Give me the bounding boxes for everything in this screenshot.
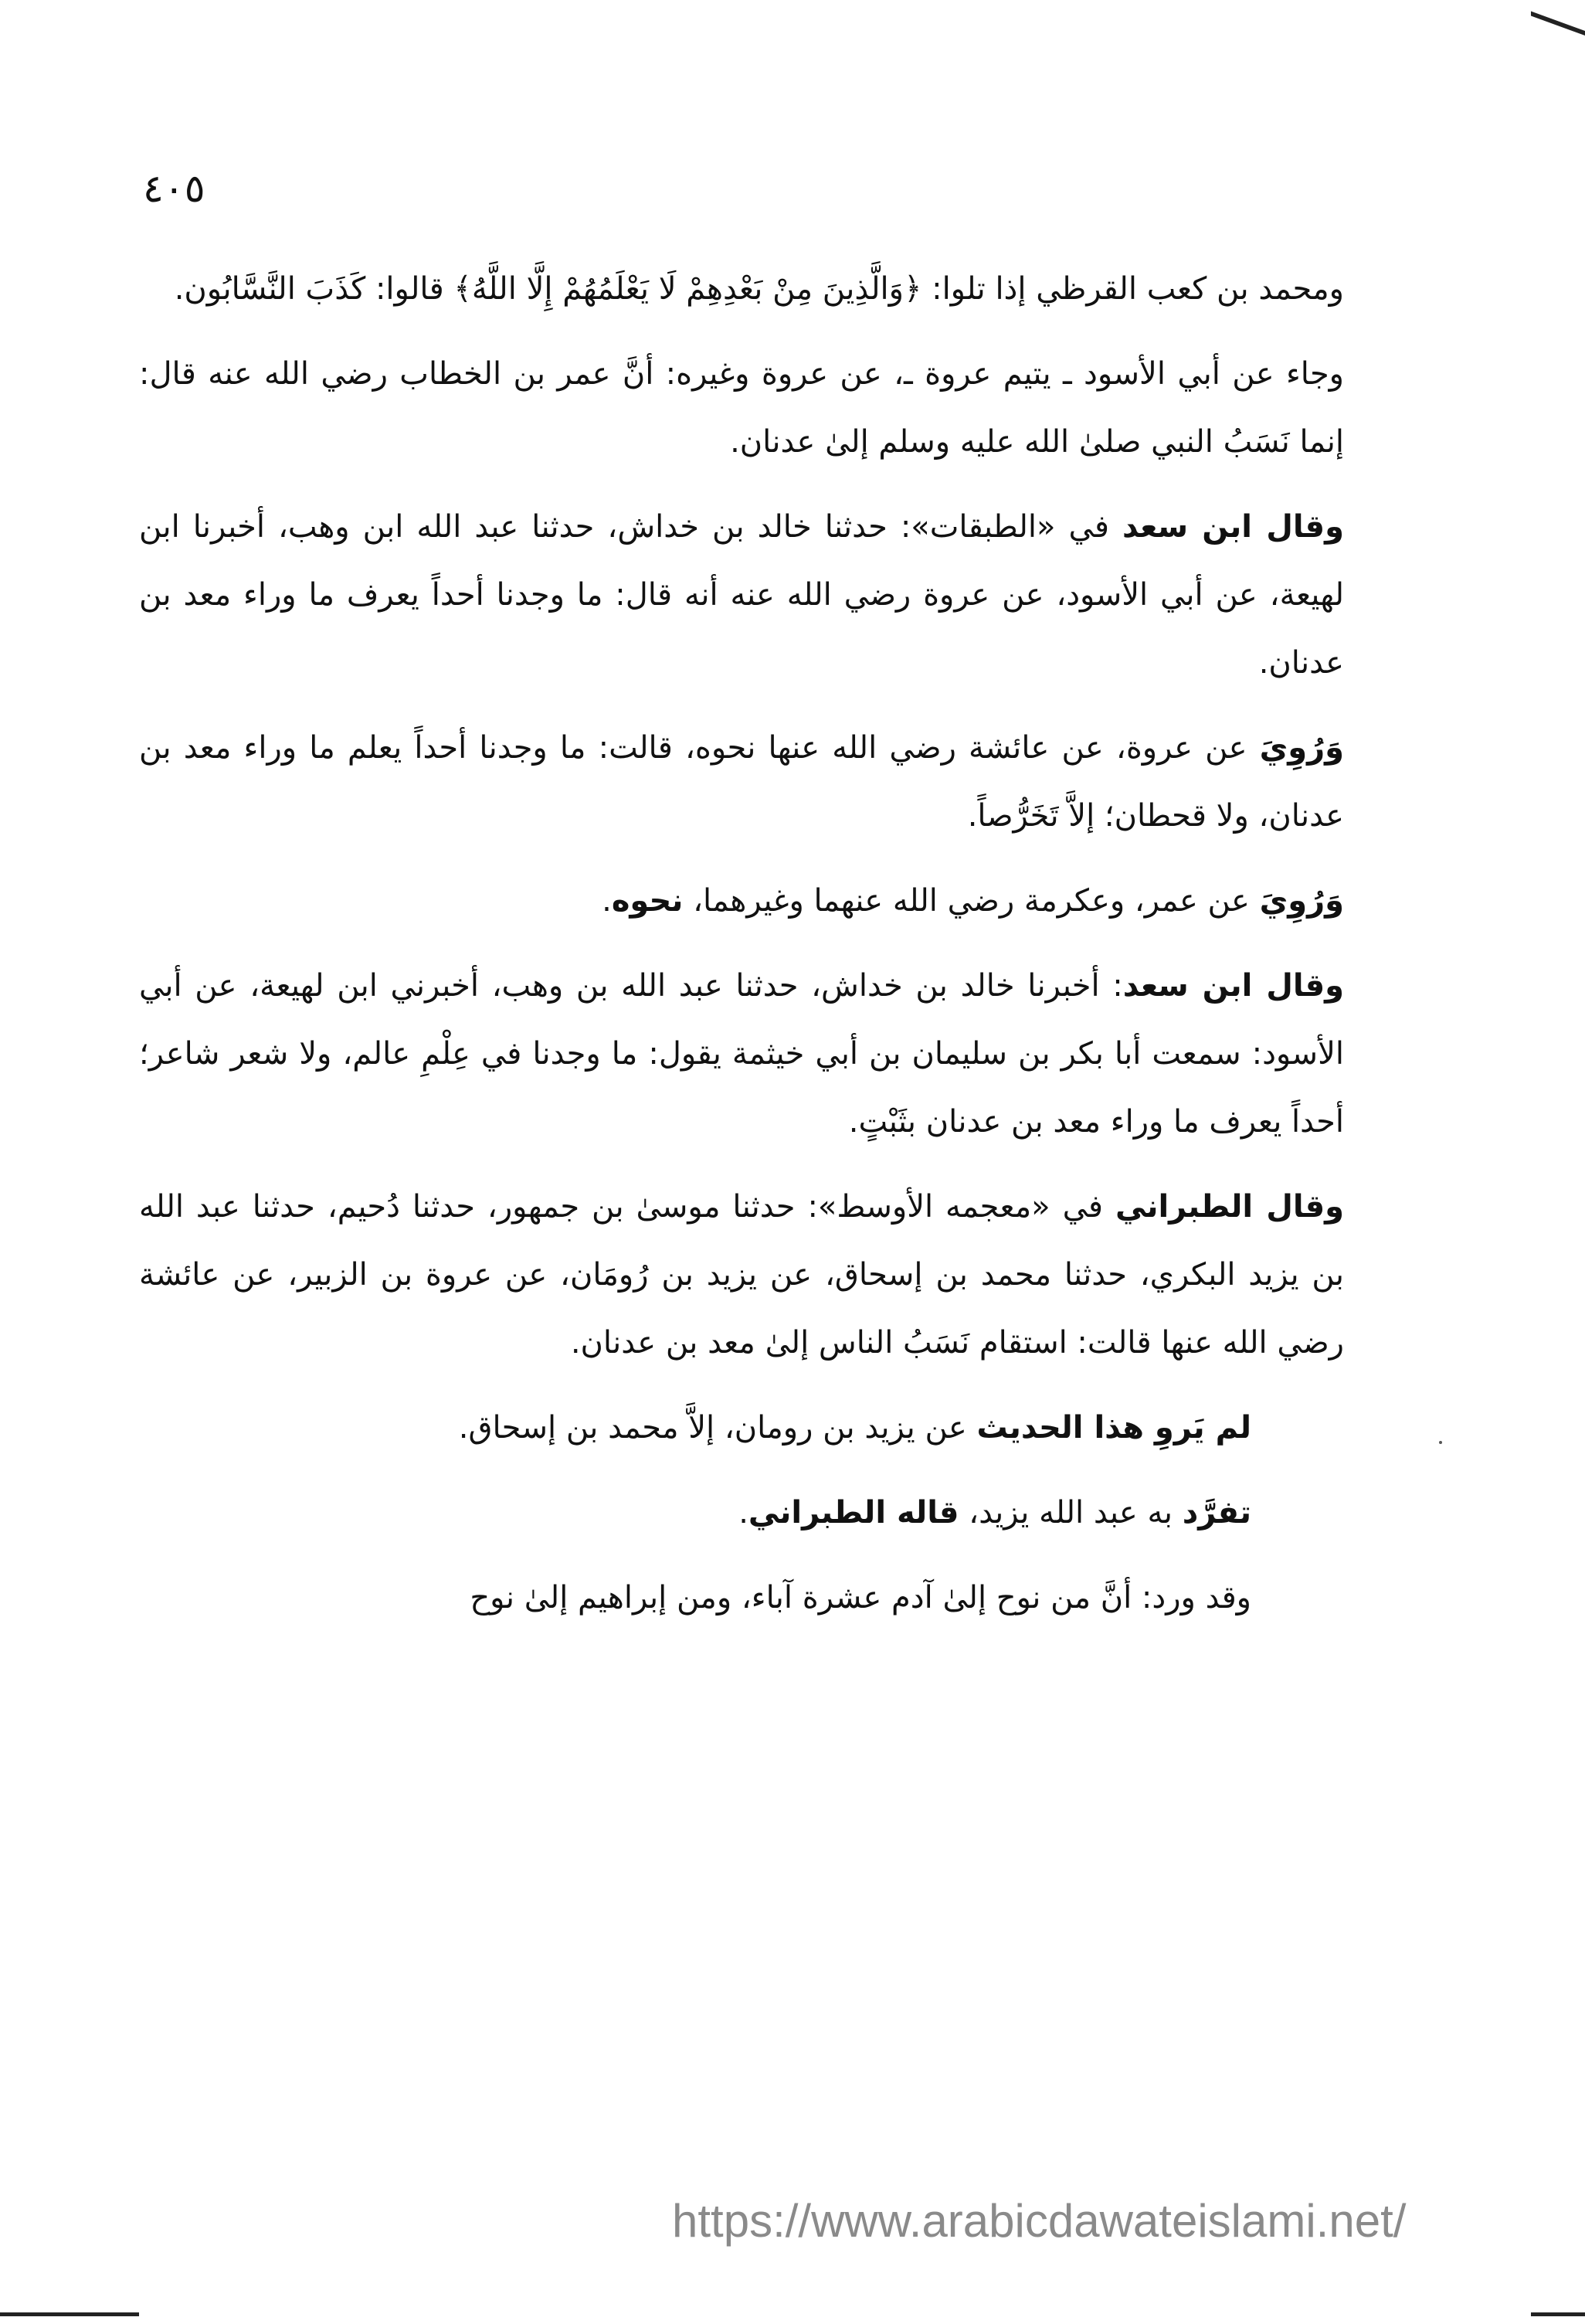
paragraph: [139, 714, 1344, 850]
text-segment: في «الطبقات»: حدثنا خالد بن خداش، حدثنا عبد الله ابن وهب، أخبرنا ابن لهيعة، عن أبي الأسود، عن عروة رضي الله عنه أنه قال: ما وجدنا أحداً يعرف ما وراء معد بن عدنان.: [139, 509, 1344, 681]
bold-text-segment: وقال ابن سعد: [1122, 509, 1344, 545]
paragraph: [139, 255, 1344, 323]
text-segment: .: [602, 883, 612, 919]
scan-edge-mark: [1531, 2312, 1585, 2316]
paragraph: [139, 1564, 1251, 1632]
paragraph: [139, 1394, 1251, 1462]
text-segment: وجاء عن أبي الأسود ـ يتيم عروة ـ، عن عروة وغيره: أنَّ عمر بن الخطاب رضي الله عنه قال: إنما نَسَبُ النبي صلىٰ الله عليه وسلم إلىٰ عدنان.: [139, 356, 1344, 460]
paragraph: [139, 340, 1344, 476]
text-segment: عن يزيد بن رومان، إلاَّ محمد بن إسحاق.: [458, 1410, 977, 1446]
paragraph: [139, 1173, 1344, 1377]
paragraph: [139, 1479, 1251, 1547]
paragraph: [139, 952, 1344, 1156]
text-segment: .: [738, 1495, 748, 1531]
body-text: [139, 255, 1344, 1649]
bold-text-segment: نحوه: [611, 883, 684, 919]
text-segment: عن عروة، عن عائشة رضي الله عنها نحوه، قالت: ما وجدنا أحداً يعلم ما وراء معد بن عدنان، ولا قحطان؛ إلاَّ تَخَرُّصاً.: [139, 730, 1344, 834]
scan-edge-mark: [0, 2312, 139, 2316]
bold-text-segment: وَرُوِيَ: [1259, 883, 1344, 919]
text-segment: به عبد الله يزيد،: [959, 1495, 1183, 1531]
text-segment: ومحمد بن كعب القرظي إذا تلوا: ﴿وَالَّذِينَ مِنْ بَعْدِهِمْ لَا يَعْلَمُهُمْ إِلَّا اللَّهُ﴾ قالوا: كَذَبَ النَّسَّابُون.: [174, 271, 1344, 307]
text-segment: في «معجمه الأوسط»: حدثنا موسىٰ بن جمهور، حدثنا دُحيم، حدثنا عبد الله بن يزيد البكري، حدثنا محمد بن إسحاق، عن يزيد بن رُومَان، عن عروة بن الزبير، عن عائشة رضي الله عنها قالت: استقام نَسَبُ الناس إلىٰ معد بن عدنان.: [139, 1189, 1344, 1361]
page-number: ٤٠٥: [143, 166, 205, 211]
bold-text-segment: لم يَروِ هذا الحديث: [976, 1410, 1251, 1446]
bold-text-segment: وقال ابن سعد: [1122, 968, 1344, 1004]
text-segment: وقد ورد: أنَّ من نوح إلىٰ آدم عشرة آباء، ومن إبراهيم إلىٰ نوح: [470, 1580, 1251, 1616]
bold-text-segment: قاله الطبراني: [748, 1495, 959, 1531]
bold-text-segment: وَرُوِيَ: [1259, 730, 1344, 766]
text-segment: : أخبرنا خالد بن خداش، حدثنا عبد الله بن وهب، أخبرني ابن لهيعة، عن أبي الأسود: سمعت أبا بكر بن سليمان بن أبي خيثمة يقول: ما وجدنا في عِلْمِ عالم، ولا شعر شاعر؛ أحداً يعرف ما وراء معد بن عدنان بثَبْتٍ.: [139, 968, 1344, 1140]
paragraph: [139, 493, 1344, 697]
watermark-url: https://www.arabicdawateislami.net/: [672, 2195, 1407, 2247]
paragraph: [139, 867, 1344, 935]
scan-edge-mark: [1531, 0, 1585, 36]
scan-speck: [1439, 1441, 1442, 1444]
bold-text-segment: تفرَّد: [1182, 1495, 1251, 1531]
bold-text-segment: وقال الطبراني: [1115, 1189, 1344, 1225]
text-segment: عن عمر، وعكرمة رضي الله عنهما وغيرهما،: [683, 883, 1260, 919]
